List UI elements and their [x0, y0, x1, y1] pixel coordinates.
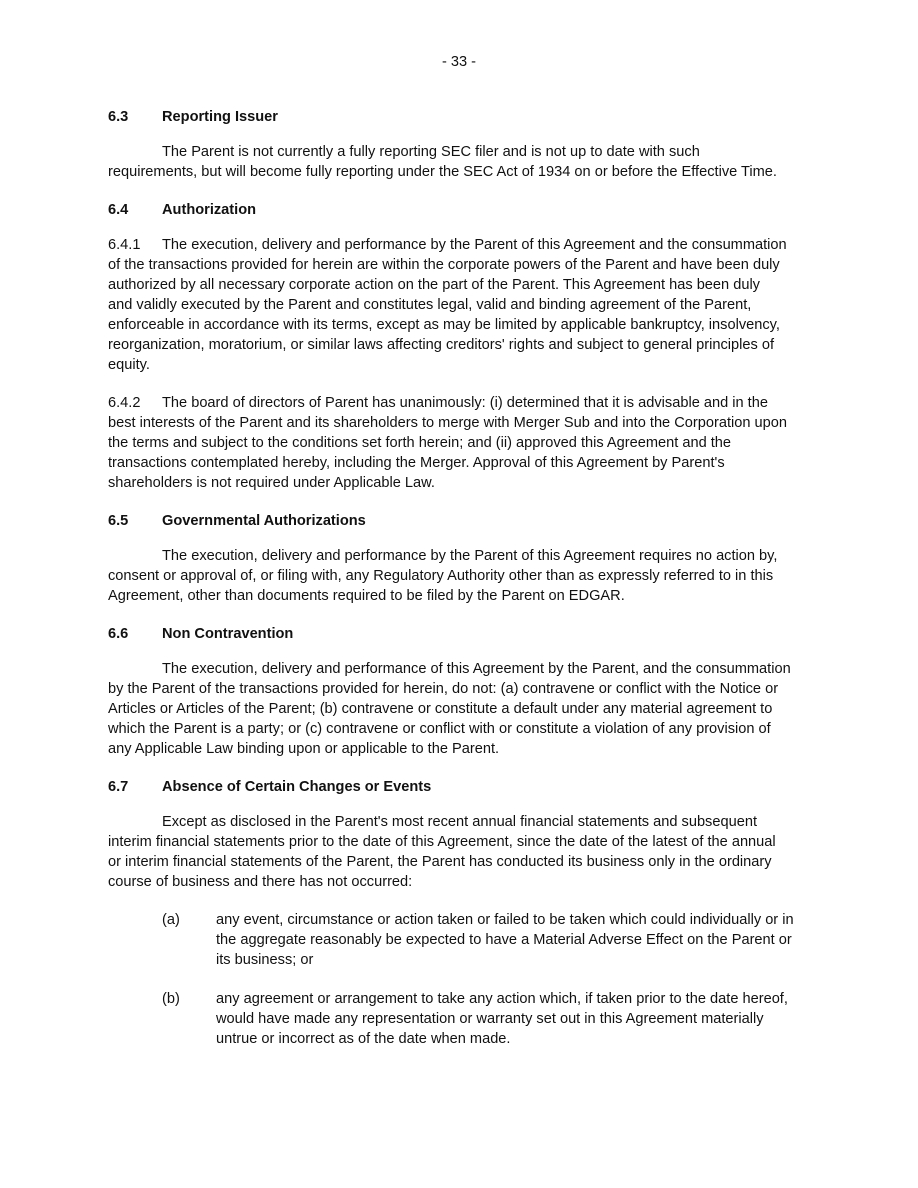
section-number: 6.5 [108, 513, 129, 529]
paragraph [108, 546, 828, 606]
text-line: The Parent is not currently a fully reporting SEC filer and is not up to date with such [162, 144, 700, 160]
text-line: reorganization, moratorium, or similar laws affecting creditors' rights and subject to general principles of [108, 337, 775, 353]
list-item-label: (b) [162, 991, 180, 1007]
page-number: - 33 - [441, 54, 477, 70]
section-number: 6.4 [108, 202, 129, 218]
text-line: consent or approval of, or filing with, any Regulatory Authority other than as expressly referred to in this [108, 568, 774, 584]
section-6-7 [108, 777, 828, 1049]
section-heading [108, 777, 828, 797]
text-line: any agreement or arrangement to take any action which, if taken prior to the date hereof, [216, 991, 788, 1007]
list-item-label: (a) [162, 912, 180, 928]
text-line [108, 235, 828, 255]
text-line: shareholders is not required under Applicable Law. [108, 475, 435, 491]
text-line: Articles or Articles of the Parent; (b) contravene or constitute a default under any material agreement to [108, 701, 773, 717]
paragraph [108, 393, 828, 493]
text-line: any Applicable Law binding upon or applicable to the Parent. [108, 741, 500, 757]
text-line: Agreement, other than documents required to be filed by the Parent on EDGAR. [108, 588, 625, 604]
paragraph-number: 6.4.2 [108, 395, 141, 411]
section-title: Absence of Certain Changes or Events [162, 779, 432, 795]
text-line-content: The board of directors of Parent has unanimously: (i) determined that it is advisable and in the [162, 395, 768, 411]
section-heading [108, 624, 828, 644]
text-line: the terms and subject to the conditions set forth herein; and (ii) approved this Agreement and the [108, 435, 732, 451]
text-line: and validly executed by the Parent and constitutes legal, valid and binding agreement of the Parent, [108, 297, 752, 313]
section-number: 6.6 [108, 626, 129, 642]
text-line: requirements, but will become fully reporting under the SEC Act of 1934 on or before the Effective Time. [108, 164, 777, 180]
text-line: enforceable in accordance with its terms, except as may be limited by applicable bankruptcy, insolvency, [108, 317, 780, 333]
text-line: its business; or [216, 952, 314, 968]
text-line: the aggregate reasonably be expected to have a Material Adverse Effect on the Parent or [216, 932, 792, 948]
text-line: The execution, delivery and performance by the Parent of this Agreement requires no action by, [162, 548, 778, 564]
paragraph-number: 6.4.1 [108, 237, 141, 253]
text-line: best interests of the Parent and its shareholders to merge with Merger Sub and into the Corporation upon [108, 415, 788, 431]
section-title: Reporting Issuer [162, 109, 278, 125]
paragraph [108, 235, 828, 375]
text-line-content: The execution, delivery and performance by the Parent of this Agreement and the consummation [162, 237, 787, 253]
paragraph [108, 659, 828, 759]
text-line: by the Parent of the transactions provided for herein, do not: (a) contravene or conflict with the Notice or [108, 681, 779, 697]
text-line: of the transactions provided for herein are within the corporate powers of the Parent and have been duly [108, 257, 780, 273]
document-body [108, 107, 828, 1049]
text-line: any event, circumstance or action taken or failed to be taken which could individually or in [216, 912, 794, 928]
paragraph [108, 142, 828, 182]
text-line: which the Parent is a party; or (c) contravene or conflict with or constitute a violation of any provision of [108, 721, 771, 737]
list-item [108, 989, 828, 1049]
text-line: Except as disclosed in the Parent's most recent annual financial statements and subsequent [162, 814, 757, 830]
text-line: authorized by all necessary corporate action on the part of the Parent. This Agreement has been duly [108, 277, 760, 293]
section-title: Authorization [162, 202, 257, 218]
section-number: 6.7 [108, 779, 129, 795]
section-heading [108, 511, 828, 531]
text-line: equity. [108, 357, 150, 373]
text-line: The execution, delivery and performance of this Agreement by the Parent, and the consummation [162, 661, 791, 677]
text-line: untrue or incorrect as of the date when made. [216, 1031, 511, 1047]
section-title: Non Contravention [162, 626, 294, 642]
section-number: 6.3 [108, 109, 129, 125]
section-6-4 [108, 200, 828, 493]
text-line: interim financial statements prior to the date of this Agreement, since the date of the latest of the annual [108, 834, 776, 850]
section-heading [108, 107, 828, 127]
section-heading [108, 200, 828, 220]
text-line [108, 393, 828, 413]
section-title: Governmental Authorizations [162, 513, 366, 529]
text-line: would have made any representation or warranty set out in this Agreement materially [216, 1011, 764, 1027]
text-line: transactions contemplated hereby, including the Merger. Approval of this Agreement by Parent's [108, 455, 725, 471]
section-6-6 [108, 624, 828, 759]
document-page [108, 52, 828, 1068]
text-line: course of business and there has not occurred: [108, 874, 413, 890]
list-item [108, 910, 828, 970]
section-6-5 [108, 511, 828, 606]
section-6-3 [108, 107, 828, 182]
text-line: or interim financial statements of the Parent, the Parent has conducted its business only in the ordinary [108, 854, 772, 870]
paragraph [108, 812, 828, 892]
